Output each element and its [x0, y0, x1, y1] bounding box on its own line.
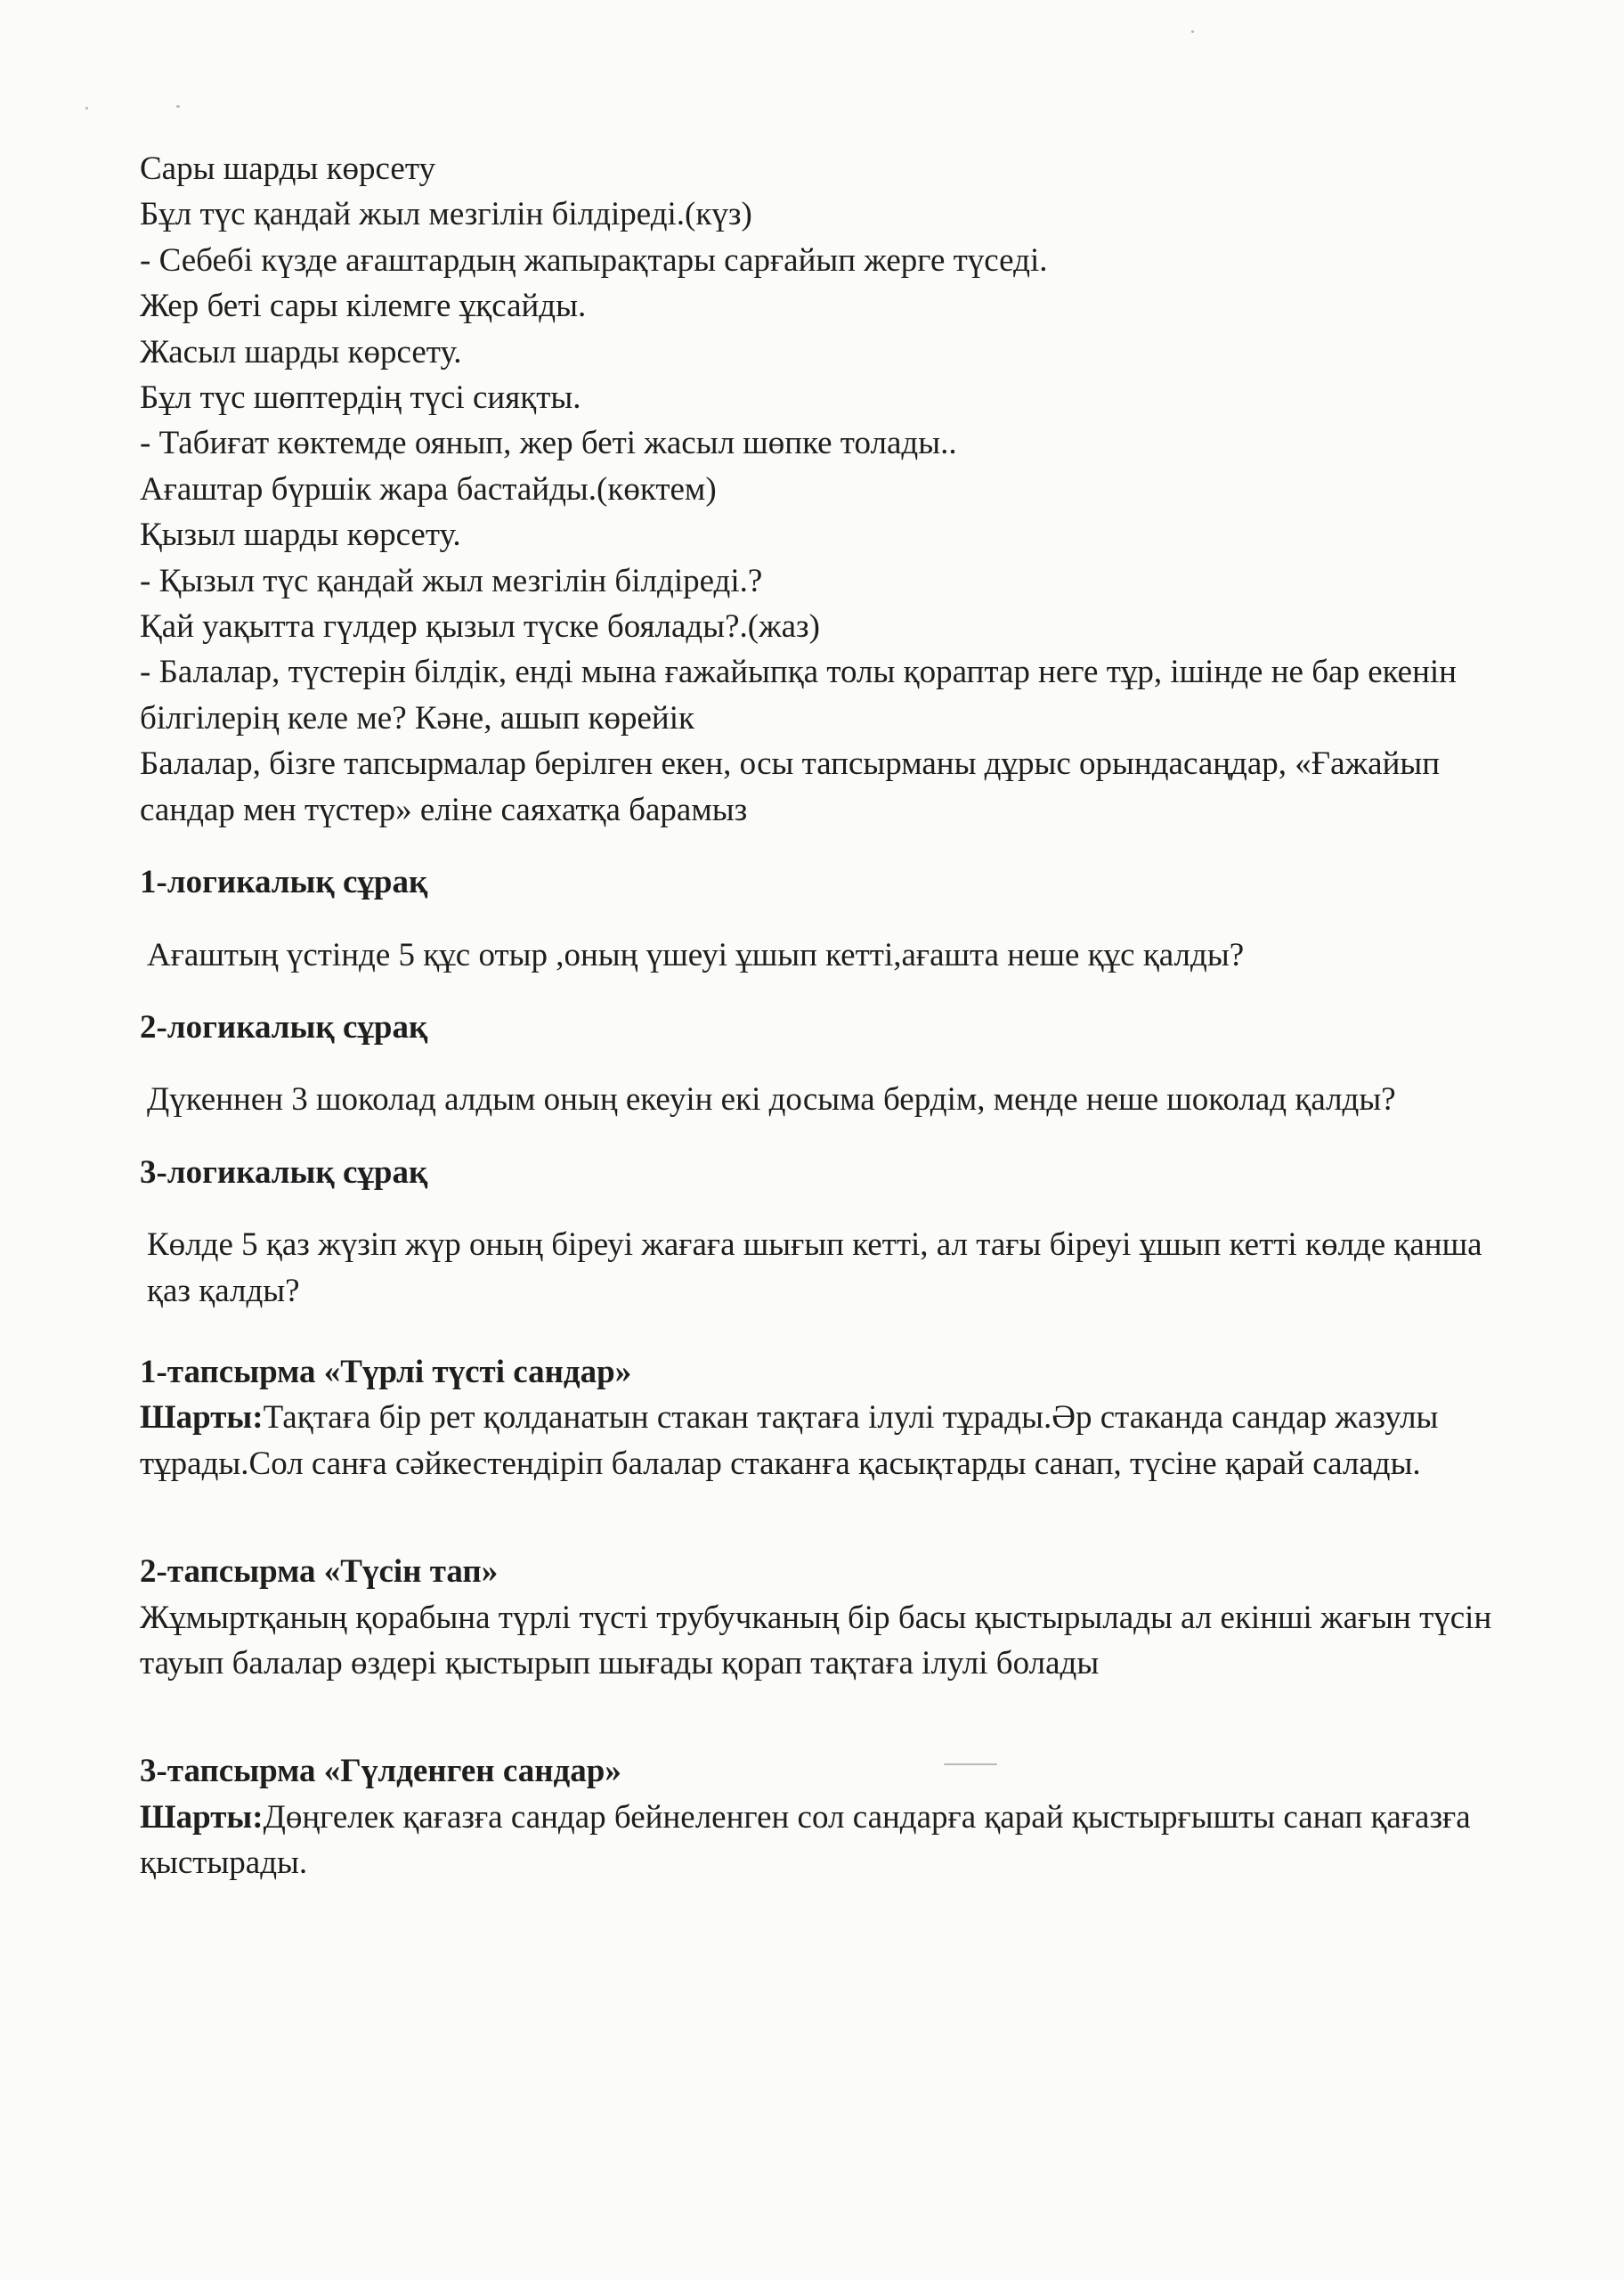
question-title: 1-логикалық сұрақ	[140, 864, 428, 901]
intro-line: Жасыл шарды көрсету.	[140, 333, 462, 370]
task-description: Тақтаға бір рет қолданатын стакан тақтаға ілулі тұрады.Әр стаканда сандар жазулы тұрады.Сол санға сәйкестендіріп балалар стаканға қасықтарды санап, түсіне қарай салады.	[140, 1399, 1439, 1482]
task-text	[140, 1595, 1511, 1687]
question-block	[140, 1005, 1511, 1123]
intro-line: Қай уақытта гүлдер қызыл түске боялады?.(жаз)	[140, 608, 820, 646]
task-text	[140, 1795, 1511, 1886]
task-title: 3-тапсырма «Гүлденген сандар»	[140, 1753, 621, 1790]
task-description: Дөңгелек қағазға сандар бейнеленген сол сандарға қарай қыстырғышты санап қағазға қыстырады.	[140, 1798, 1471, 1882]
intro-line: - Себебі күзде ағаштардың жапырақтары сарғайып жерге түседі.	[140, 241, 1048, 279]
task-description: Жұмыртқаның қорабына түрлі түсті трубучканың бір басы қыстырылады ал екінші жағын түсін тауып балалар өздері қыстырып шығады қорап тақтаға ілулі болады	[140, 1599, 1492, 1682]
task-block	[140, 1349, 1511, 1486]
intro-line: Балалар, бізге тапсырмалар берілген екен, осы тапсырманы дұрыс орындасаңдар, «Ғажайып сандар мен түстер» еліне саяхатқа барамыз	[140, 745, 1441, 828]
intro-section	[140, 146, 1511, 833]
scan-speck	[176, 105, 180, 108]
intro-line: - Қызыл түс қандай жыл мезгілін білдіреді.?	[140, 562, 763, 599]
question-text: Көлде 5 қаз жүзіп жүр оның біреуі жағаға шығып кетті, ал тағы біреуі ұшып кетті көлде қанша қаз қалды?	[147, 1226, 1482, 1309]
intro-line: Бұл түс қандай жыл мезгілін білдіреді.(күз)	[140, 196, 752, 233]
question-block	[140, 859, 1511, 978]
intro-line: - Табиғат көктемде оянып, жер беті жасыл шөпке толады..	[140, 425, 957, 462]
task-title: 1-тапсырма «Түрлі түсті сандар»	[140, 1353, 632, 1390]
question-block	[140, 1150, 1511, 1314]
scan-speck	[1191, 30, 1194, 33]
task-text	[140, 1395, 1511, 1486]
task-block	[140, 1549, 1511, 1686]
intro-line: Бұл түс шөптердің түсі сияқты.	[140, 379, 581, 417]
intro-line: Ағаштар бүршік жара бастайды.(көктем)	[140, 470, 717, 508]
task-condition-label: Шарты:	[140, 1399, 264, 1437]
intro-line: - Балалар, түстерін білдік, енді мына ғажайыпқа толы қораптар неге тұр, ішінде не бар екенін білгілерің келе ме? Кәне, ашып көрейік	[140, 654, 1457, 737]
question-text: Дүкеннен 3 шоколад алдым оның екеуін екі досыма бердім, менде неше шоколад қалды?	[147, 1081, 1396, 1119]
scan-speck	[85, 107, 88, 110]
document-content	[140, 146, 1511, 1886]
task-title: 2-тапсырма «Түсін тап»	[140, 1553, 499, 1591]
intro-line: Жер беті сары кілемге ұқсайды.	[140, 288, 587, 325]
intro-line: Қызыл шарды көрсету.	[140, 517, 461, 554]
question-title: 2-логикалық сұрақ	[140, 1008, 428, 1046]
intro-line: Сары шарды көрсету	[140, 151, 436, 187]
task-block	[140, 1748, 1511, 1885]
task-condition-label: Шарты:	[140, 1798, 264, 1836]
question-title: 3-логикалық сұрақ	[140, 1153, 428, 1191]
question-text: Ағаштың үстінде 5 құс отыр ,оның үшеуі ұшып кетті,ағашта неше құс қалды?	[147, 936, 1245, 973]
